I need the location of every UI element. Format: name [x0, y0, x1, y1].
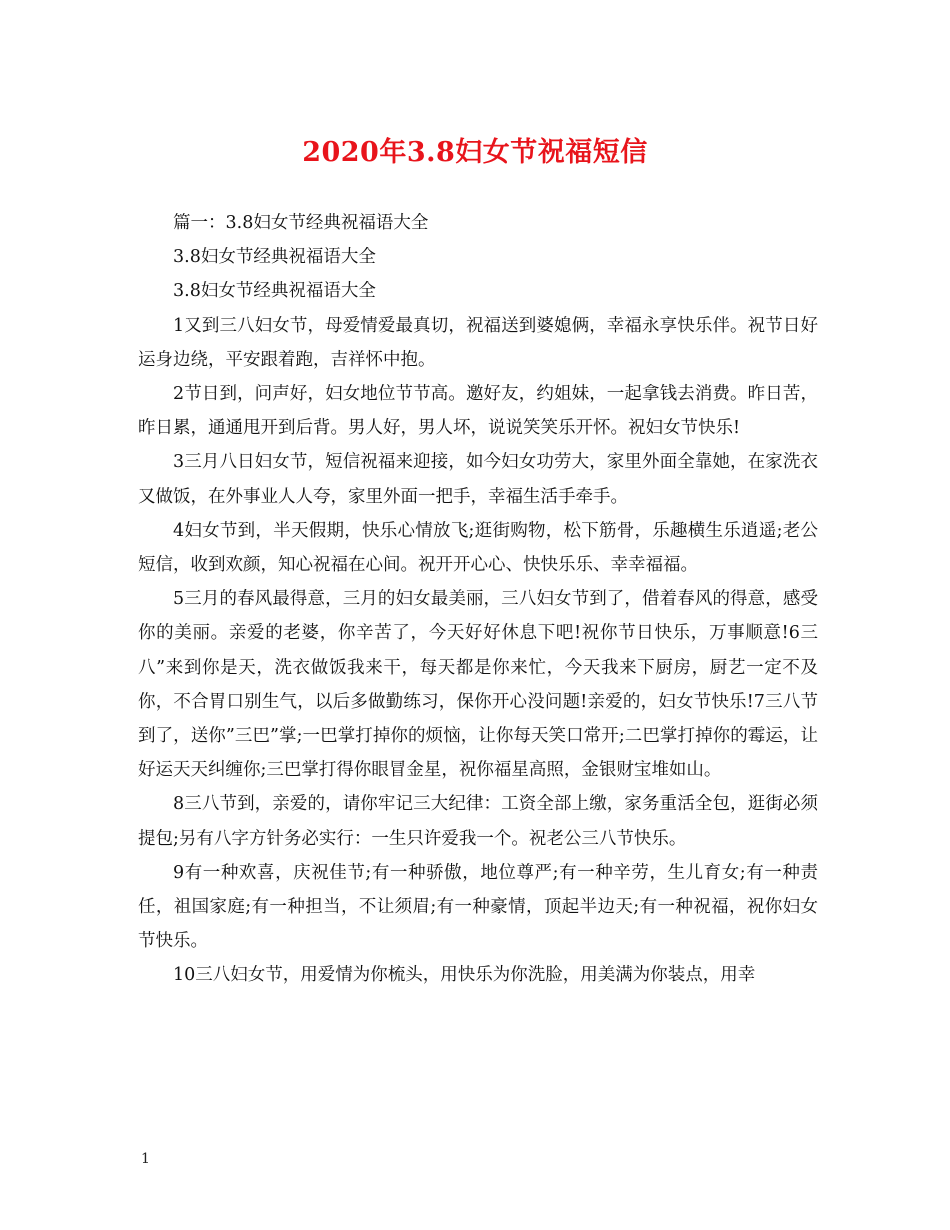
paragraph: 3.8妇女节经典祝福语大全 — [173, 247, 376, 268]
document-title: 2020年3.8妇女节祝福短信 — [302, 137, 648, 168]
paragraph: 4妇女节到，半天假期，快乐心情放飞;逛街购物，松下筋骨，乐趣横生乐逍遥;老公短信，收到欢颜，知心祝福在心间。祝开开心心、快快乐乐、幸幸福福。 — [138, 520, 818, 576]
paragraph: 9有一种欢喜，庆祝佳节;有一种骄傲，地位尊严;有一种辛劳，生儿育女;有一种责任，祖国家庭;有一种担当，不让须眉;有一种豪情，顶起半边天;有一种祝福，祝你妇女节快乐。 — [138, 862, 818, 952]
paragraph: 10三八妇女节，用爱情为你梳头，用快乐为你洗脸，用美满为你装点，用幸 — [173, 965, 756, 986]
document-body — [138, 206, 818, 993]
paragraph: 篇一：3.8妇女节经典祝福语大全 — [173, 213, 429, 233]
paragraph: 8三八节到，亲爱的，请你牢记三大纪律：工资全部上缴，家务重活全包，逛街必须提包;另有八字方针务必实行：一生只许爱我一个。祝老公三八节快乐。 — [138, 794, 818, 849]
paragraph: 3三月八日妇女节，短信祝福来迎接，如今妇女功劳大，家里外面全靠她，在家洗衣又做饭，在外事业人人夸，家里外面一把手，幸福生活手牵手。 — [138, 452, 818, 507]
paragraph: 5三月的春风最得意，三月的妇女最美丽，三八妇女节到了，借着春风的得意，感受你的美丽。亲爱的老婆，你辛苦了，今天好好休息下吧!祝你节日快乐，万事顺意!6三八”来到你是天，洗衣做饭我来干，每天都是你来忙，今天我来下厨房，厨艺一定不及你，不合胃口别生气，以后多做勤练习，保你开心没问题!亲爱的，妇女节快乐!7三八节到了，送你”三巴”掌;一巴掌打掉你的烦恼，让你每天笑口常开;二巴掌打掉你的霉运，让好运天天纠缠你;三巴掌打得你眼冒金星，祝你福星高照，金银财宝堆如山。 — [138, 589, 818, 781]
paragraph: 1又到三八妇女节，母爱情爱最真切，祝福送到婆媳俩，幸福永享快乐伴。祝节日好运身边绕，平安跟着跑，吉祥怀中抱。 — [138, 315, 818, 370]
paragraph: 3.8妇女节经典祝福语大全 — [173, 281, 376, 302]
paragraph: 2节日到，问声好，妇女地位节节高。邀好友，约姐妹，一起拿钱去消费。昨日苦，昨日累，通通甩开到后背。男人好，男人坏，说说笑笑乐开怀。祝妇女节快乐! — [138, 384, 818, 439]
page-number: 1 — [141, 1151, 150, 1167]
